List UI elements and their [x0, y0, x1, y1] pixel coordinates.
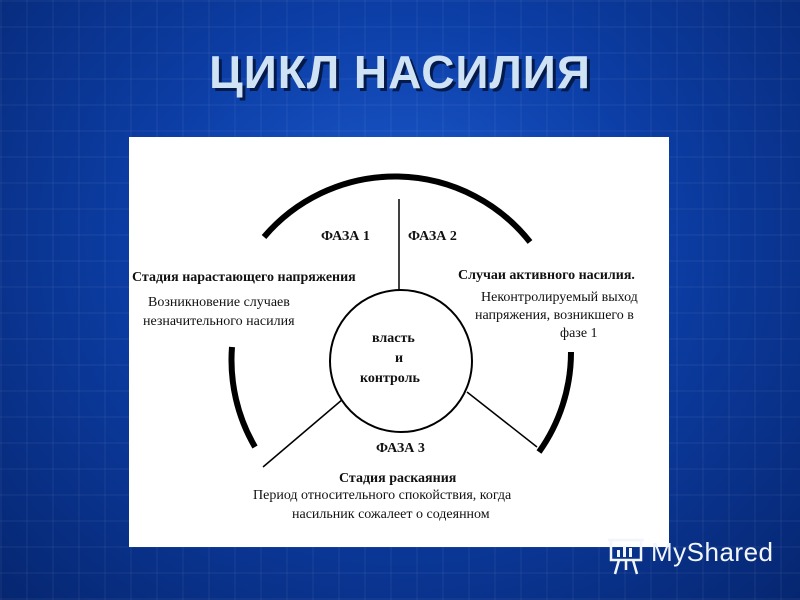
phase1-desc-line2: незначительного насилия	[143, 314, 295, 329]
phase2-desc-line3: фазе 1	[560, 326, 598, 341]
presentation-board-icon	[607, 534, 649, 578]
phase2-label: ФАЗА 2	[408, 229, 457, 244]
center-label-line2: и	[395, 351, 404, 366]
phase3-label: ФАЗА 3	[376, 441, 425, 456]
phase2-desc-line1: Неконтролируемый выход	[481, 290, 638, 305]
phase1-label: ФАЗА 1	[321, 229, 370, 244]
spoke-lower-left	[263, 399, 343, 467]
phase2-heading: Случаи активного насилия.	[458, 268, 635, 283]
phase3-desc-line1: Период относительного спокойствия, когда	[253, 488, 512, 503]
myshared-watermark	[607, 534, 797, 578]
center-label-line3: контроль	[360, 371, 420, 386]
phase1-desc-line1: Возникновение случаев	[148, 295, 290, 310]
watermark-text: MyShared	[651, 537, 774, 567]
slide-title: ЦИКЛ НАСИЛИЯ	[209, 46, 591, 98]
outer-arc-left	[231, 347, 255, 447]
outer-arc-top	[264, 177, 530, 242]
diagram-panel	[129, 137, 669, 547]
phase1-heading: Стадия нарастающего напряжения	[132, 270, 356, 285]
spoke-lower-right	[467, 392, 537, 447]
phase3-heading: Стадия раскаяния	[339, 471, 457, 486]
center-label-line1: власть	[372, 331, 415, 346]
phase2-desc-line2: напряжения, возникшего в	[475, 308, 634, 323]
phase3-desc-line2: насильник сожалеет о содеянном	[292, 507, 490, 522]
outer-arc-right	[539, 352, 571, 452]
